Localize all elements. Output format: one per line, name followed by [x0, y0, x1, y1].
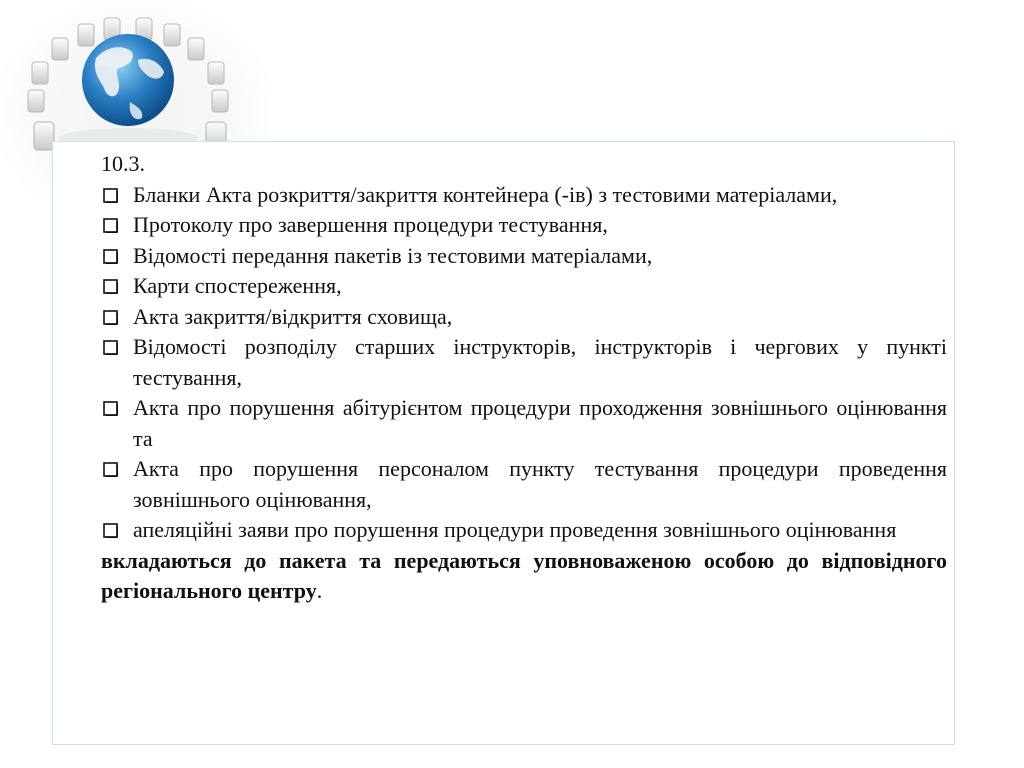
list-item-text: Карти спостереження,	[133, 273, 342, 298]
list-item-text: Акта про порушення абітурієнтом процедури проходження зовнішнього оцінювання та	[133, 395, 947, 451]
list-item-text: Відомості розподілу старших інструкторів, інструкторів і чергових у пункті тестування,	[133, 334, 947, 390]
checkbox-square-icon	[103, 188, 118, 203]
list-item	[101, 393, 947, 454]
closing-bold-text: вкладаються до пакета та передаються уповноваженою особою до відповідного регіонального центру	[101, 547, 947, 603]
closing-paragraph	[101, 546, 947, 607]
checkbox-square-icon	[103, 218, 118, 233]
checkbox-square-icon	[103, 523, 118, 538]
list-item-text: Бланки Акта розкриття/закриття контейнера (-ів) з тестовими матеріалами,	[133, 181, 838, 207]
list-item	[101, 271, 947, 302]
checkbox-square-icon	[103, 401, 118, 416]
checkbox-square-icon	[103, 462, 118, 477]
slide-content	[101, 149, 947, 607]
list-item	[101, 210, 947, 241]
checkbox-square-icon	[103, 279, 118, 294]
closing-tail: .	[316, 578, 323, 603]
list-item	[101, 302, 947, 333]
checkbox-square-icon	[103, 340, 118, 355]
list-item	[101, 332, 947, 393]
checkbox-square-icon	[103, 310, 118, 325]
list-item	[101, 241, 947, 272]
list-item	[101, 454, 947, 515]
list-item-text: Протоколу про завершення процедури тестування,	[133, 212, 608, 237]
list-item-text: Акта закриття/відкриття сховища,	[133, 303, 453, 329]
list-item-text: Акта про порушення персоналом пункту тестування процедури проведення зовнішнього оцінювання,	[133, 456, 947, 512]
list-item	[101, 515, 947, 546]
document-list	[101, 180, 947, 546]
checkbox-square-icon	[103, 249, 118, 264]
list-item-text: Відомості передання пакетів із тестовими матеріалами,	[133, 242, 653, 268]
list-item-text: апеляційні заяви про порушення процедури проведення зовнішнього оцінювання	[133, 517, 897, 542]
section-number: 10.3.	[101, 151, 145, 176]
list-item	[101, 180, 947, 211]
